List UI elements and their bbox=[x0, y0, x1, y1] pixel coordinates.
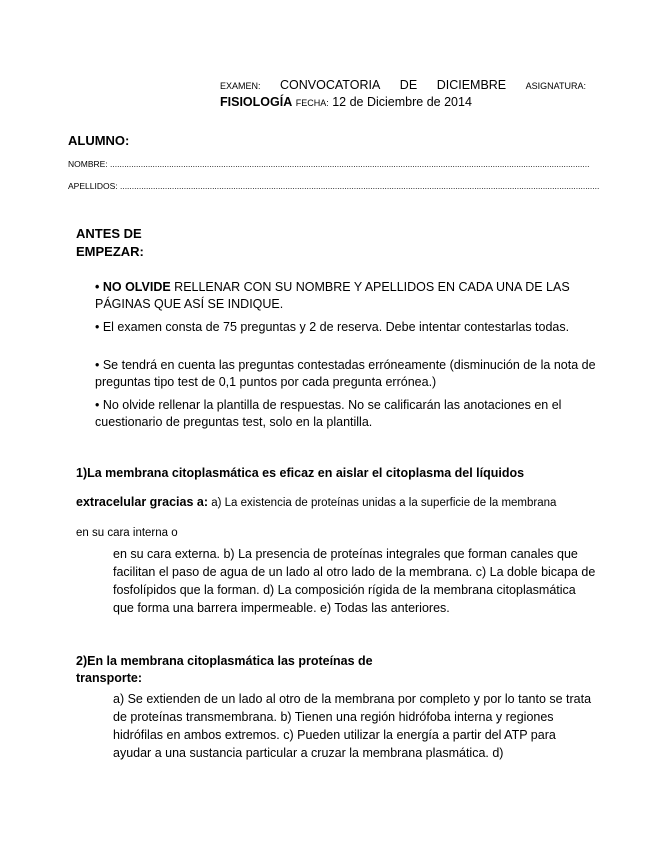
exam-header-line1 bbox=[220, 78, 586, 92]
fecha-value: 12 de Diciembre de 2014 bbox=[332, 95, 472, 109]
alumno-title: ALUMNO: bbox=[68, 133, 130, 148]
diciembre-word: DICIEMBRE bbox=[436, 78, 507, 92]
instruction-item-2: • El examen consta de 75 preguntas y 2 de reserva. Debe intentar contestarlas todas. bbox=[95, 320, 570, 334]
instructions-title: ANTES DE EMPEZAR: bbox=[76, 226, 144, 259]
question-1-answers: en su cara externa. b) La presencia de proteínas integrales que forman canales que facilitan el paso de agua de un lado al otro lado de la membrana. c) La doble bicapa de fosfolípidos que la forman. d) La composición rígida de la membrana citoplasmática que forma una barrera impermeable. e) Todas las anteriores. bbox=[113, 547, 596, 615]
question-1-line2 bbox=[76, 495, 556, 509]
question-2-answers: a) Se extienden de un lado al otro de la membrana por completo y por lo tanto se trata de proteínas transmembrana. b) Tienen una región hidrófoba interna y regiones hidrófilas en ambos extremos. c) Pueden utilizar la energía a partir del ATP para ayudar a una sustancia particular a cruzar la membrana plasmática. d) bbox=[113, 692, 592, 760]
nombre-field: NOMBRE: ........................................................................................................................................................................................................... bbox=[68, 159, 590, 169]
apellidos-field: APELLIDOS: ........................................................................................................................................................................................................... bbox=[68, 181, 600, 191]
instruction-item-1-text: RELLENAR CON SU NOMBRE Y APELLIDOS EN CADA UNA DE LAS PÁGINAS QUE ASÍ SE INDIQUE. bbox=[95, 280, 570, 311]
fecha-label: FECHA: bbox=[295, 98, 329, 108]
instruction-item-3: • Se tendrá en cuenta las preguntas contestadas erróneamente (disminución de la nota de preguntas tipo test de 0,1 puntos por cada pregunta errónea.) bbox=[95, 358, 596, 389]
instruction-item-4: • No olvide rellenar la plantilla de respuestas. No se calificarán las anotaciones en el cuestionario de preguntas test, solo en la plantilla. bbox=[95, 398, 562, 429]
question-1-line3: en su cara interna o bbox=[76, 527, 178, 539]
de-word: DE bbox=[399, 78, 418, 92]
question-1-title-end: extracelular gracias a: bbox=[76, 495, 209, 509]
asignatura-value: FISIOLOGÍA bbox=[220, 95, 293, 109]
exam-header-line2 bbox=[220, 95, 472, 109]
asignatura-label: ASIGNATURA: bbox=[525, 81, 586, 91]
convocatoria-word: CONVOCATORIA bbox=[280, 78, 381, 92]
examen-label: EXAMEN: bbox=[220, 81, 261, 91]
question-2-title: 2)En la membrana citoplasmática las proteínas de transporte: bbox=[76, 654, 373, 685]
question-1-title: 1)La membrana citoplasmática es eficaz en aislar el citoplasma del líquidos bbox=[76, 466, 525, 480]
question-1-answer-a-start: a) La existencia de proteínas unidas a la superficie de la membrana bbox=[208, 497, 557, 509]
instruction-item-1-bold: • NO OLVIDE bbox=[95, 280, 171, 294]
instruction-item-1 bbox=[95, 279, 597, 313]
